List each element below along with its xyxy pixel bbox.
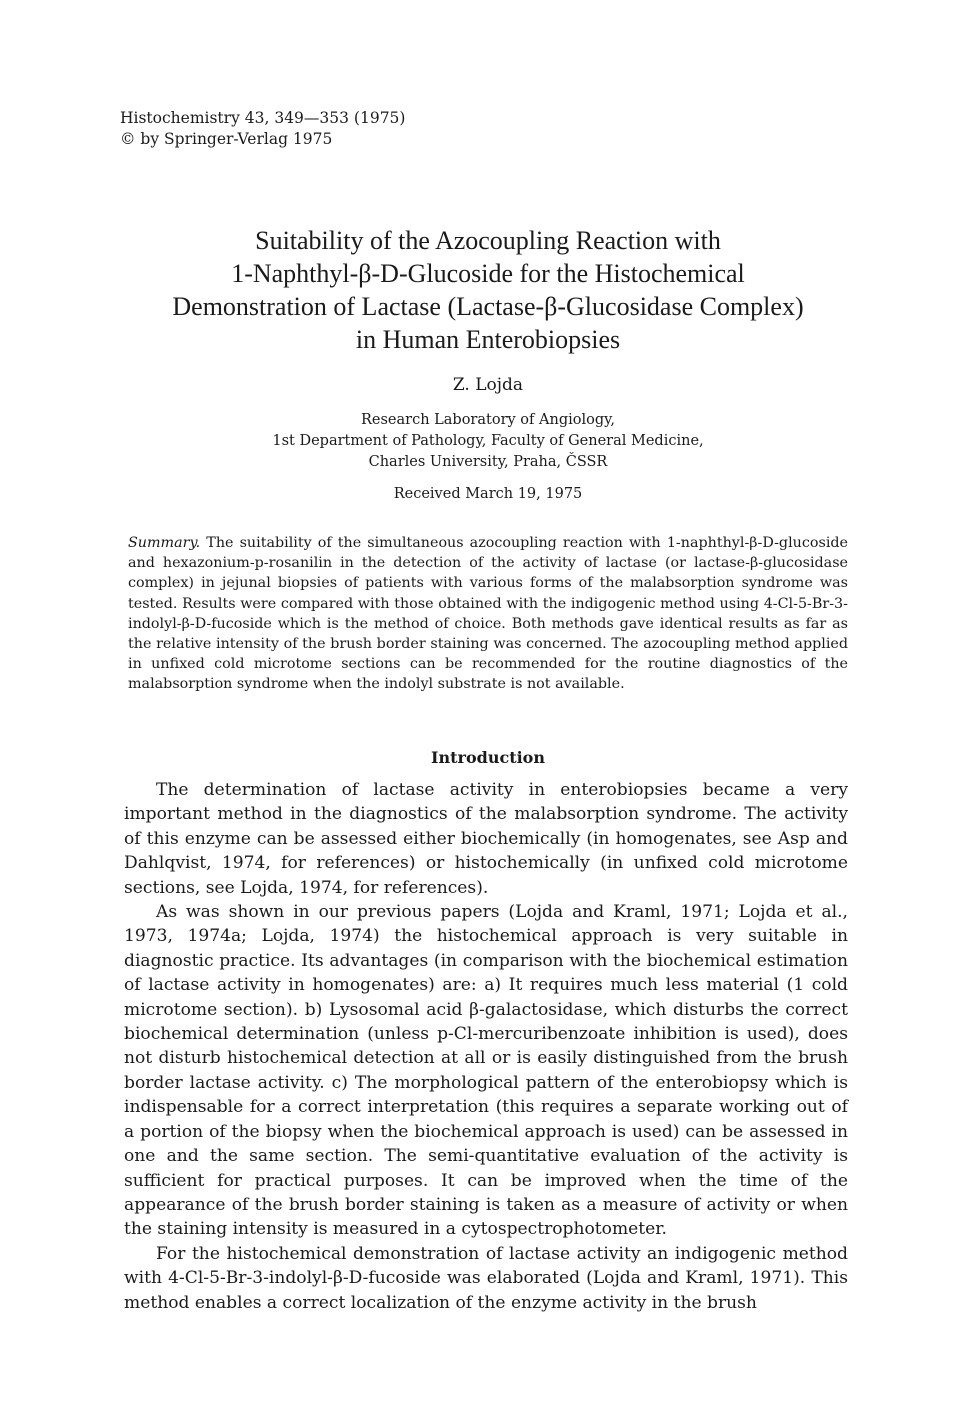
summary-label: Summary.: [128, 535, 201, 551]
journal-citation: Histochemistry 43, 349—353 (1975): [120, 109, 406, 127]
affiliation: [0, 410, 976, 473]
author-name: Z. Lojda: [452, 375, 524, 395]
journal-copyright: © by Springer-Verlag 1975: [120, 130, 333, 148]
affiliation-line: Research Laboratory of Angiology,: [360, 412, 615, 428]
summary-abstract: [128, 533, 848, 695]
title-line: in Human Enterobiopsies: [355, 325, 621, 354]
title-line: Suitability of the Azocoupling Reaction with: [255, 226, 721, 255]
body-paragraph: As was shown in our previous papers (Lojda and Kraml, 1971; Lojda et al., 1973, 1974a; Lojda, 1974) the histochemical approach is very suitable in diagnostic practice. Its advantages (in comparison with the biochemical estimation of lactase activity in homogenates) are: a) It requires much less material (1 cold microtome section). b) Lysosomal acid β-galactosidase, which disturbs the correct biochemical determination (unless p-Cl-mercuribenzoate inhibition is used), does not disturb histochemical detection at all or is easily distinguished from the brush border lactase activity. c) The morphological pattern of the enterobiopsy which is indispensable for a correct interpretation (this requires a separate working out of a portion of the biopsy when the biochemical approach is used) can be assessed in one and the same section. The semi-quantitative evaluation of the activity is sufficient for practical purposes. It can be improved when the time of the appearance of the brush border staining is taken as a measure of activity or when the staining intensity is measured in a cytospectrophotometer.: [124, 902, 848, 1240]
introduction-heading: Introduction: [431, 748, 545, 767]
introduction-body: [124, 778, 848, 1315]
title-line: Demonstration of Lactase (Lactase-β-Glucosidase Complex): [172, 292, 804, 321]
affiliation-line: 1st Department of Pathology, Faculty of General Medicine,: [272, 433, 704, 449]
journal-header: [120, 108, 405, 150]
paper-title: [100, 224, 876, 356]
title-line: 1-Naphthyl-β-D-Glucoside for the Histochemical: [231, 259, 745, 288]
affiliation-line: Charles University, Praha, ČSSR: [368, 454, 608, 470]
body-paragraph: For the histochemical demonstration of lactase activity an indigogenic method with 4-Cl-5-Br-3-indolyl-β-D-fucoside was elaborated (Lojda and Kraml, 1971). This method enables a correct localization of the enzyme activity in the brush: [124, 1243, 848, 1313]
body-paragraph: The determination of lactase activity in enterobiopsies became a very important method in the diagnostics of the malabsorption syndrome. The activity of this enzyme can be assessed either biochemically (in homogenates, see Asp and Dahlqvist, 1974, for references) or histochemically (in unfixed cold microtome sections, see Lojda, 1974, for references).: [124, 780, 848, 898]
summary-text: The suitability of the simultaneous azocoupling reaction with 1-naphthyl-β-D-glucoside and hexazonium-p-rosanilin in the detection of the activity of lactase (or lactase-β-glucosidase complex) in jejunal biopsies of patients with various forms of the malabsorption syndrome was tested. Results were compared with those obtained with the indigogenic method using 4-Cl-5-Br-3-indolyl-β-D-fucoside which is the method of choice. Both methods gave identical results as far as the relative intensity of the brush border staining was concerned. The azocoupling method applied in unfixed cold microtome sections can be recommended for the routine diagnostics of the malabsorption syndrome when the indolyl substrate is not available.: [128, 535, 848, 693]
received-date: Received March 19, 1975: [393, 486, 583, 502]
